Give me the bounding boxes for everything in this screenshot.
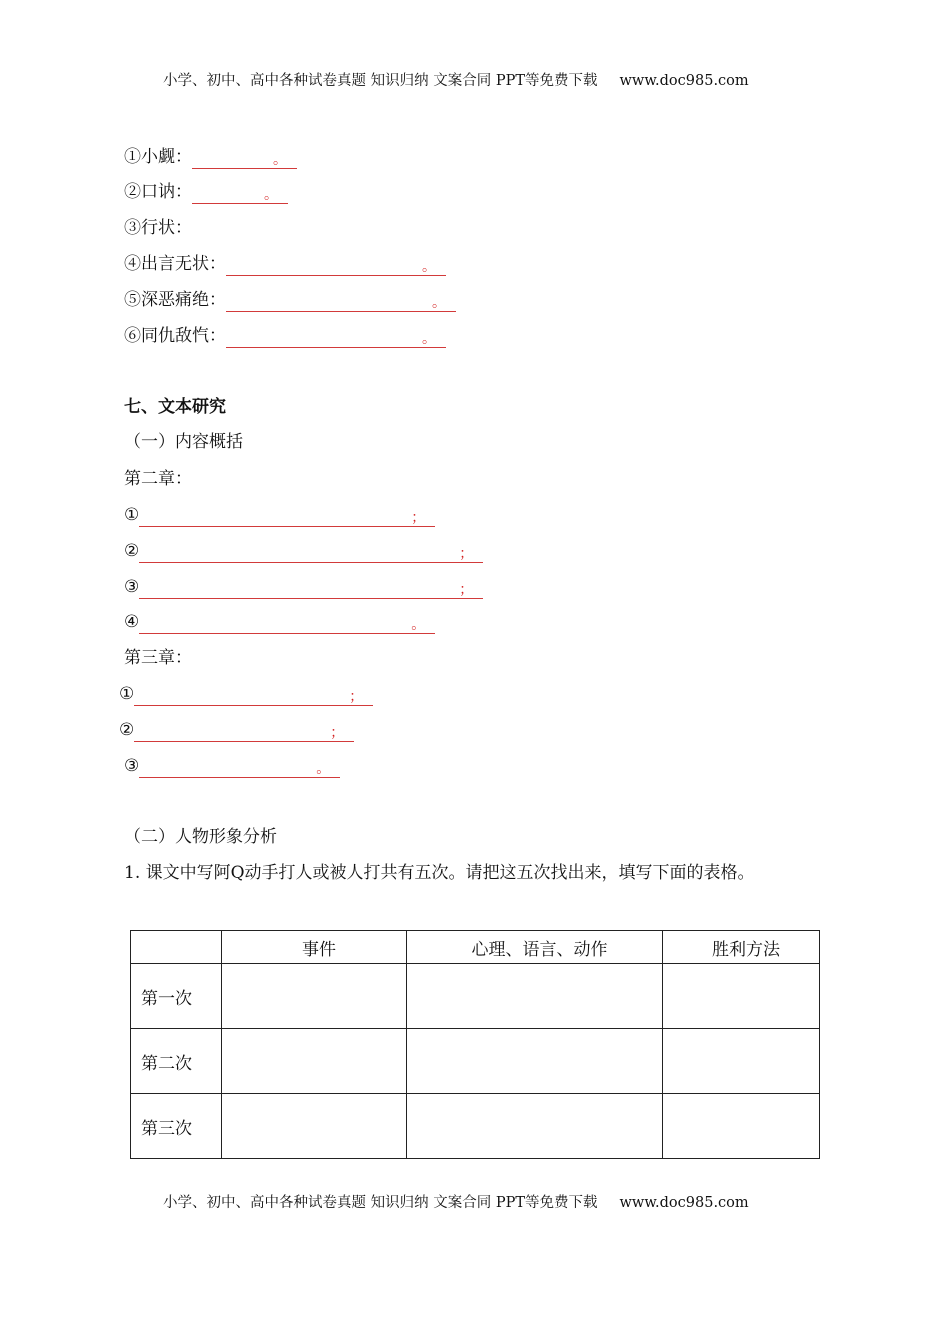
vocab-item — [124, 324, 446, 348]
punct: 。 — [316, 761, 331, 777]
page-header — [163, 69, 749, 90]
footer-text: 小学、初中、高中各种试卷真题 知识归纳 文案合同 PPT等免费下载 — [163, 1195, 598, 1211]
table-row — [131, 964, 820, 1029]
cell[interactable] — [222, 964, 407, 1029]
cell[interactable] — [663, 964, 820, 1029]
cell[interactable] — [407, 1029, 663, 1094]
subsection-title: （二）人物形象分析 — [124, 827, 277, 847]
punct: ； — [411, 510, 426, 526]
num: ① — [119, 684, 135, 704]
punct: 。 — [422, 259, 436, 275]
vocab-item — [124, 288, 456, 312]
label: ③行状： — [124, 218, 192, 238]
summary-item — [124, 610, 435, 634]
punct: 。 — [411, 617, 426, 633]
answer-blank[interactable] — [139, 542, 483, 563]
row-label: 第二次 — [131, 1029, 222, 1094]
cell[interactable] — [407, 1094, 663, 1159]
analysis-table — [130, 930, 820, 1159]
num: ③ — [124, 577, 140, 597]
cell[interactable] — [663, 1094, 820, 1159]
answer-blank[interactable] — [139, 757, 340, 778]
header-cell: 心理、语言、动作 — [407, 931, 663, 964]
label: ④出言无状： — [124, 254, 226, 274]
answer-blank[interactable] — [192, 183, 288, 204]
cell[interactable] — [407, 964, 663, 1029]
punct: ； — [459, 546, 474, 562]
header-url[interactable]: www.doc985.com — [619, 73, 749, 89]
vocab-item — [124, 180, 288, 204]
answer-blank[interactable] — [139, 578, 483, 599]
answer-blank[interactable] — [139, 506, 435, 527]
summary-item — [124, 754, 340, 778]
section-title: 七、文本研究 — [124, 397, 226, 417]
punct: 。 — [432, 295, 446, 311]
num: ② — [119, 720, 135, 740]
cell[interactable] — [663, 1029, 820, 1094]
label: ②口讷： — [124, 182, 192, 202]
vocab-item — [124, 252, 446, 276]
page-footer — [163, 1191, 749, 1212]
row-label: 第三次 — [131, 1094, 222, 1159]
answer-blank[interactable] — [134, 685, 373, 706]
header-cell: 胜利方法 — [663, 931, 820, 964]
num: ③ — [124, 756, 140, 776]
table-row — [131, 1029, 820, 1094]
cell[interactable] — [222, 1029, 407, 1094]
table-header-row — [131, 931, 820, 964]
summary-item — [124, 539, 483, 563]
row-label: 第一次 — [131, 964, 222, 1029]
answer-blank[interactable] — [192, 148, 297, 169]
label: ⑥同仇敌忾： — [124, 326, 226, 346]
punct: ； — [459, 582, 474, 598]
footer-url[interactable]: www.doc985.com — [619, 1195, 749, 1211]
vocab-item — [124, 216, 192, 240]
header-text: 小学、初中、高中各种试卷真题 知识归纳 文案合同 PPT等免费下载 — [163, 73, 598, 89]
punct: 。 — [264, 187, 278, 203]
subsection-title: （一）内容概括 — [124, 432, 243, 452]
summary-item — [124, 575, 483, 599]
num: ④ — [124, 612, 140, 632]
punct: 。 — [273, 152, 287, 168]
table-row — [131, 1094, 820, 1159]
answer-blank[interactable] — [226, 327, 446, 348]
num: ① — [124, 505, 140, 525]
question-text: 1. 课文中写阿Q动手打人或被人打共有五次。请把这五次找出来，填写下面的表格。 — [124, 863, 755, 883]
label: ①小觑： — [124, 147, 192, 167]
summary-item — [124, 503, 435, 527]
punct: ； — [349, 689, 364, 705]
label: ⑤深恶痛绝： — [124, 290, 226, 310]
header-cell: 事件 — [222, 931, 407, 964]
answer-blank[interactable] — [226, 255, 446, 276]
chapter-title: 第二章： — [124, 469, 192, 489]
summary-item — [119, 682, 373, 706]
cell[interactable] — [222, 1094, 407, 1159]
summary-item — [119, 718, 354, 742]
answer-blank[interactable] — [226, 291, 456, 312]
header-cell — [131, 931, 222, 964]
chapter-title: 第三章： — [124, 648, 192, 668]
num: ② — [124, 541, 140, 561]
answer-blank[interactable] — [139, 613, 435, 634]
punct: ； — [330, 725, 345, 741]
answer-blank[interactable] — [134, 721, 354, 742]
punct: 。 — [422, 331, 436, 347]
vocab-item — [124, 145, 297, 169]
